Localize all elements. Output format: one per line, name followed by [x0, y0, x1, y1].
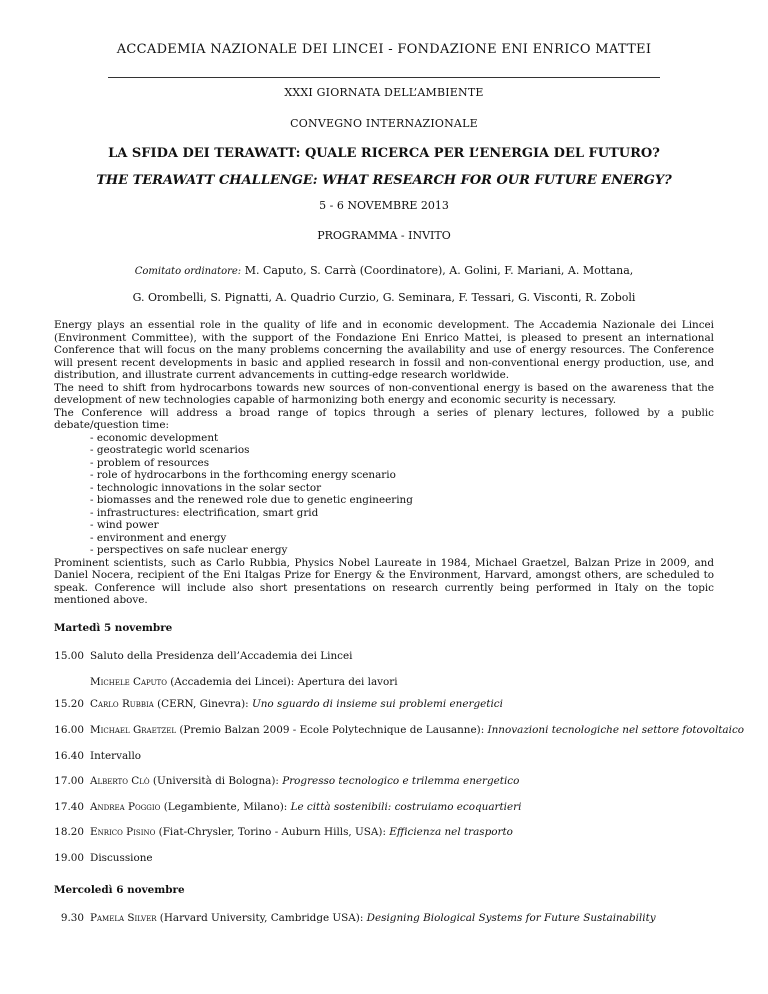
schedule-affiliation: (Università di Bologna): — [152, 775, 283, 787]
topic-item: - perspectives on safe nuclear energy — [90, 544, 288, 556]
schedule-row — [50, 775, 730, 787]
schedule-time: 18.20 — [54, 826, 84, 838]
header-divider — [108, 77, 660, 78]
topic-item: - wind power — [90, 519, 159, 531]
topic-item: - technologic innovations in the solar sector — [90, 481, 322, 494]
intro-paragraph-4: Prominent scientists, such as Carlo Rubbia, Physics Nobel Laureate in 1984, Michael Graetzel, Balzan Prize in 2009, and Daniel Nocera, recipient of the Eni Italgas Prize for Energy & the Environment, Harvard, amongst others, are scheduled to speak. Conference will include also short presentations on research currently being performed in Italy on the topic mentioned above. — [54, 556, 714, 606]
committee-line-2: G. Orombelli, S. Pignatti, A. Quadrio Curzio, G. Seminara, F. Tessari, G. Visconti, R. Zoboli — [132, 291, 636, 304]
topic-item: - infrastructures: electrification, smart grid — [90, 506, 319, 519]
schedule-time: 19.00 — [54, 852, 84, 864]
schedule-affiliation: (Accademia dei Lincei): Apertura dei lavori — [170, 676, 398, 688]
day2-heading: Mercoledì 6 novembre — [54, 884, 185, 896]
topic-item: - economic development — [90, 431, 219, 444]
schedule-affiliation: (Legambiente, Milano): — [163, 801, 291, 813]
schedule-speaker: Michele Caputo — [90, 676, 167, 688]
schedule-affiliation: (Fiat-Chrysler, Torino - Auburn Hills, USA): — [158, 826, 390, 838]
topic-item: - role of hydrocarbons in the forthcoming energy scenario — [90, 469, 396, 481]
schedule-row — [50, 801, 730, 813]
edition-title: XXXI GIORNATA DELL’AMBIENTE — [284, 86, 484, 99]
schedule-speaker: Enrico Pisino — [90, 826, 156, 838]
schedule-talk: Efficienza nel trasporto — [389, 826, 513, 838]
schedule-affiliation: (Premio Balzan 2009 - Ecole Polytechnique de Lausanne): — [179, 724, 488, 736]
intro-section — [54, 319, 714, 607]
schedule-speaker: Andrea Poggio — [90, 801, 161, 813]
schedule-row — [50, 676, 730, 688]
schedule-speaker: Carlo Rubbia — [90, 698, 154, 710]
schedule-row — [50, 650, 730, 662]
schedule-time: 16.40 — [54, 750, 84, 762]
schedule-speaker: Michael Graetzel — [90, 724, 177, 736]
schedule-row — [50, 698, 730, 710]
schedule-affiliation: (Harvard University, Cambridge USA): — [159, 912, 367, 924]
intro-paragraph-3: The Conference will address a broad range of topics through a series of plenary lectures, followed by a public debate/question time: — [54, 406, 714, 431]
schedule-talk: Progresso tecnologico e trilemma energetico — [282, 775, 520, 787]
schedule-time: 9.30 — [60, 912, 84, 924]
day1-heading: Martedì 5 novembre — [54, 622, 173, 634]
event-dates: 5 - 6 NOVEMBRE 2013 — [319, 199, 449, 212]
schedule-row — [50, 750, 730, 762]
schedule-row — [50, 852, 730, 864]
schedule-row — [50, 826, 730, 838]
topic-item: - geostrategic world scenarios — [90, 444, 250, 456]
schedule-row — [50, 912, 730, 924]
schedule-time: 17.40 — [54, 801, 84, 813]
schedule-time: 17.00 — [54, 775, 84, 787]
schedule-talk: Uno sguardo di insieme sui problemi energetici — [251, 698, 503, 710]
schedule-talk: Designing Biological Systems for Future Sustainability — [366, 912, 656, 924]
committee-label: Comitato ordinatore: — [134, 266, 242, 277]
schedule-speaker: Intervallo — [90, 750, 142, 762]
schedule-speaker: Alberto Clò — [90, 775, 150, 787]
committee-members-1: M. Caputo, S. Carrà (Coordinatore), A. Golini, F. Mariani, A. Mottana, — [244, 264, 634, 277]
title-english: THE TERAWATT CHALLENGE: WHAT RESEARCH FOR OUR FUTURE ENERGY? — [96, 173, 672, 188]
program-label: PROGRAMMA - INVITO — [317, 229, 451, 242]
topic-item: - biomasses and the renewed role due to genetic engineering — [90, 494, 413, 506]
schedule-row — [50, 724, 745, 736]
schedule-speaker: Pamela Silver — [90, 912, 157, 924]
intro-paragraph-1: Energy plays an essential role in the quality of life and in economic development. The Accademia Nazionale dei Lincei (Environment Committee), with the support of the Fondazione Eni Enrico Mattei, is pleased to present an international Conference that will focus on the many problems concerning the availability and use of energy resources. The Conference will present recent developments in basic and applied research in fossil and non-conventional energy production, use, and distribution, and illustrate current advancements in cutting-edge research worldwide. — [54, 319, 714, 381]
schedule-time: 15.20 — [54, 698, 84, 710]
topic-item: - problem of resources — [90, 456, 210, 469]
schedule-time: 16.00 — [54, 724, 84, 736]
title-italian: LA SFIDA DEI TERAWATT: QUALE RICERCA PER L’ENERGIA DEL FUTURO? — [108, 146, 660, 161]
schedule-talk: Innovazioni tecnologiche nel settore fotovoltaico — [487, 724, 745, 736]
institutions-header: ACCADEMIA NAZIONALE DEI LINCEI - FONDAZIONE ENI ENRICO MATTEI — [116, 42, 652, 57]
committee-line-1 — [0, 264, 768, 277]
schedule-affiliation: (CERN, Ginevra): — [157, 698, 252, 710]
topic-list — [54, 432, 714, 557]
schedule-time: 15.00 — [54, 650, 84, 662]
intro-paragraph-2: The need to shift from hydrocarbons towards new sources of non-conventional energy is based on the awareness that the development of new technologies capable of harmonizing both energy and economic security is necessary. — [54, 381, 714, 406]
schedule-speaker: Saluto della Presidenza dell’Accademia dei Lincei — [90, 650, 353, 662]
topic-item: - environment and energy — [90, 531, 227, 544]
event-type: CONVEGNO INTERNAZIONALE — [290, 117, 478, 130]
schedule-speaker: Discussione — [90, 852, 153, 864]
schedule-talk: Le città sostenibili: costruiamo ecoquartieri — [290, 801, 522, 813]
